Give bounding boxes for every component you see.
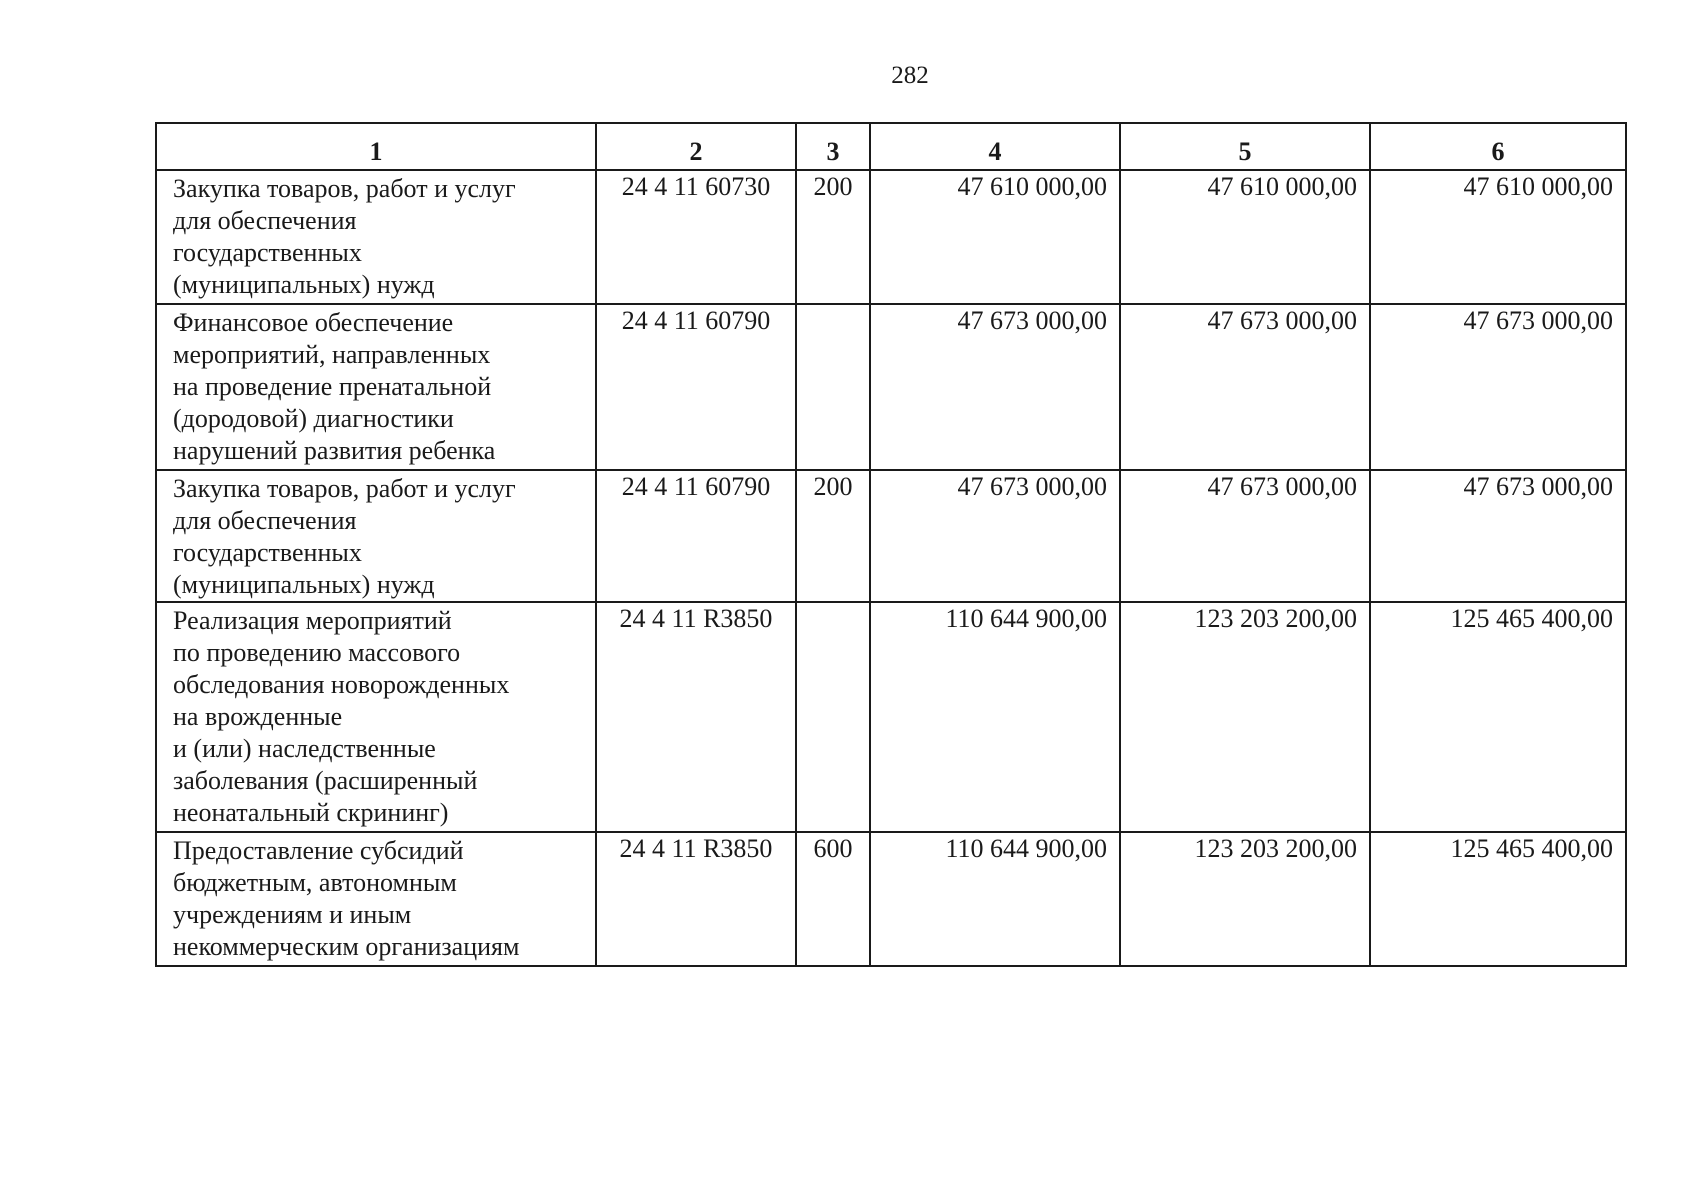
- row-name-line: Реализация мероприятий: [173, 606, 452, 635]
- table-row: [156, 602, 1626, 832]
- row-code-cell: 24 4 11 60790: [596, 304, 796, 470]
- row-name-line: государственных: [173, 538, 362, 567]
- row-code-cell: 24 4 11 60790: [596, 470, 796, 602]
- row-name-line: Финансовое обеспечение: [173, 308, 454, 337]
- row-name-line: (муниципальных) нужд: [173, 570, 435, 599]
- row-value-6-cell: 47 673 000,00: [1370, 470, 1626, 602]
- column-header-3: 3: [796, 123, 870, 170]
- row-name-line: на врожденные: [173, 702, 343, 731]
- row-value-6-cell: 47 610 000,00: [1370, 170, 1626, 304]
- row-name-line: и (или) наследственные: [173, 734, 436, 763]
- row-value-6-cell: 125 465 400,00: [1370, 602, 1626, 832]
- budget-table: [155, 122, 1627, 967]
- row-name-line: Закупка товаров, работ и услуг: [173, 474, 516, 503]
- row-name-cell: [156, 304, 596, 470]
- row-name-cell: [156, 170, 596, 304]
- row-value-5-cell: 123 203 200,00: [1120, 832, 1370, 966]
- row-name-line: для обеспечения: [173, 206, 357, 235]
- row-value-6-cell: 125 465 400,00: [1370, 832, 1626, 966]
- row-name-line: Закупка товаров, работ и услуг: [173, 174, 516, 203]
- row-name-line: по проведению массового: [173, 638, 461, 667]
- row-name-cell: [156, 470, 596, 602]
- column-header-6: 6: [1370, 123, 1626, 170]
- row-value-5-cell: 47 610 000,00: [1120, 170, 1370, 304]
- row-value-5-cell: 123 203 200,00: [1120, 602, 1370, 832]
- table-row: [156, 170, 1626, 304]
- row-name-line: неонатальный скрининг): [173, 798, 449, 827]
- column-header-1: 1: [156, 123, 596, 170]
- row-name-line: учреждениям и иным: [173, 900, 412, 929]
- row-name-line: нарушений развития ребенка: [173, 436, 496, 465]
- page-number: 282: [891, 62, 929, 89]
- row-name-line: Предоставление субсидий: [173, 836, 464, 865]
- row-name-line: некоммерческим организациям: [173, 932, 520, 961]
- column-header-5: 5: [1120, 123, 1370, 170]
- header-row: [156, 123, 1626, 170]
- row-name-line: мероприятий, направленных: [173, 340, 491, 369]
- row-name-line: обследования новорожденных: [173, 670, 510, 699]
- row-type-cell: [796, 304, 870, 470]
- row-value-4-cell: 110 644 900,00: [870, 832, 1120, 966]
- row-name-line: для обеспечения: [173, 506, 357, 535]
- row-name-line: (дородовой) диагностики: [173, 404, 454, 433]
- row-type-cell: [796, 602, 870, 832]
- row-value-5-cell: 47 673 000,00: [1120, 470, 1370, 602]
- column-header-4: 4: [870, 123, 1120, 170]
- row-name-line: бюджетным, автономным: [173, 868, 457, 897]
- table-row: [156, 304, 1626, 470]
- column-header-2: 2: [596, 123, 796, 170]
- row-name-line: государственных: [173, 238, 362, 267]
- row-type-cell: 200: [796, 170, 870, 304]
- row-value-4-cell: 47 673 000,00: [870, 470, 1120, 602]
- table-row: [156, 832, 1626, 966]
- row-code-cell: 24 4 11 R3850: [596, 602, 796, 832]
- row-name-cell: [156, 602, 596, 832]
- row-type-cell: 600: [796, 832, 870, 966]
- row-code-cell: 24 4 11 R3850: [596, 832, 796, 966]
- row-name-cell: [156, 832, 596, 966]
- row-value-4-cell: 47 673 000,00: [870, 304, 1120, 470]
- row-name-line: (муниципальных) нужд: [173, 270, 435, 299]
- row-value-4-cell: 110 644 900,00: [870, 602, 1120, 832]
- row-type-cell: 200: [796, 470, 870, 602]
- row-value-4-cell: 47 610 000,00: [870, 170, 1120, 304]
- row-code-cell: 24 4 11 60730: [596, 170, 796, 304]
- row-value-6-cell: 47 673 000,00: [1370, 304, 1626, 470]
- row-value-5-cell: 47 673 000,00: [1120, 304, 1370, 470]
- table-row: [156, 470, 1626, 602]
- row-name-line: на проведение пренатальной: [173, 372, 492, 401]
- row-name-line: заболевания (расширенный: [173, 766, 478, 795]
